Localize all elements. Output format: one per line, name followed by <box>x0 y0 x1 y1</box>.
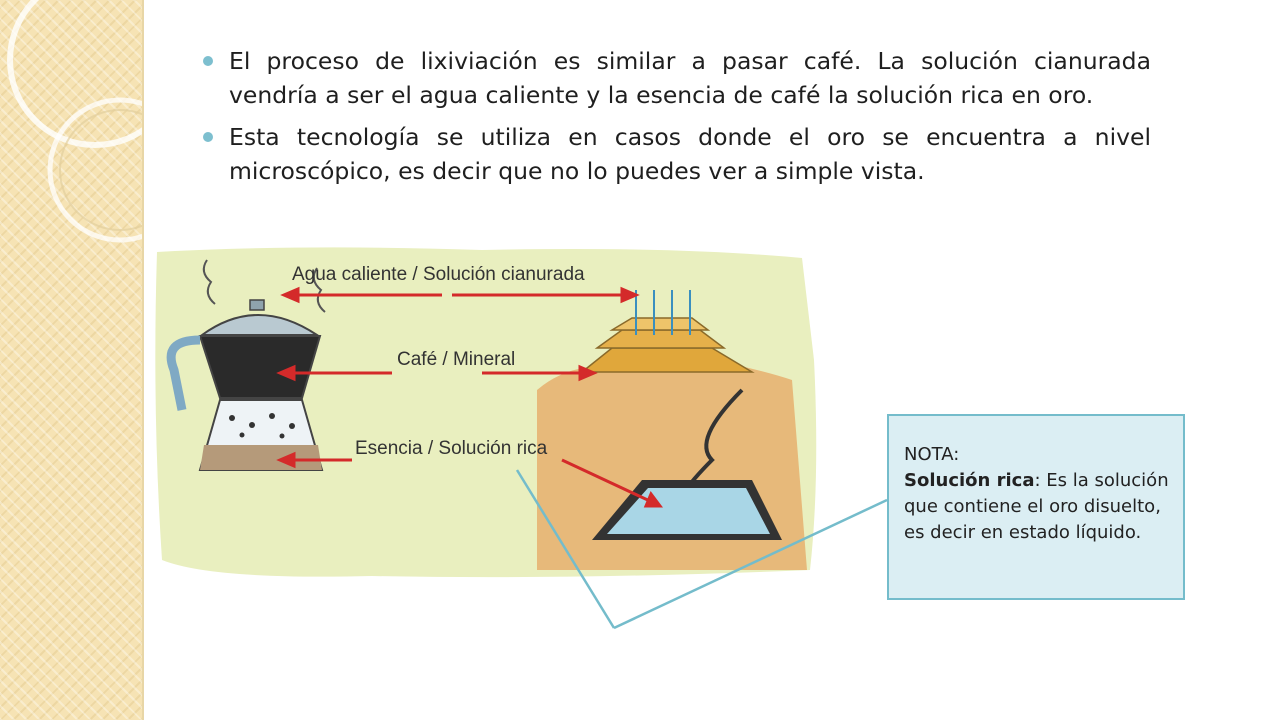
note-heading: NOTA: <box>904 444 960 465</box>
label-hot-water: Agua caliente / Solución cianurada <box>292 264 585 285</box>
note-term: Solución rica <box>904 470 1035 491</box>
bullet-text: El proceso de lixiviación es similar a pasar café. La solución cianurada vendría a ser el agua caliente y la esencia de café la solución rica en oro. <box>229 47 1151 109</box>
note-definition: : Es la solución que contiene el oro disuelto, es decir en estado líquido. <box>904 470 1169 543</box>
note-body <box>904 468 1173 546</box>
label-rich-solution: Esencia / Solución rica <box>355 438 548 459</box>
bullet-text: Esta tecnología se utiliza en casos donde el oro se encuentra a nivel microscópico, es decir que no lo puedes ver a simple vista. <box>229 123 1151 185</box>
note-box <box>887 414 1185 600</box>
label-coffee-mineral: Café / Mineral <box>397 349 516 370</box>
